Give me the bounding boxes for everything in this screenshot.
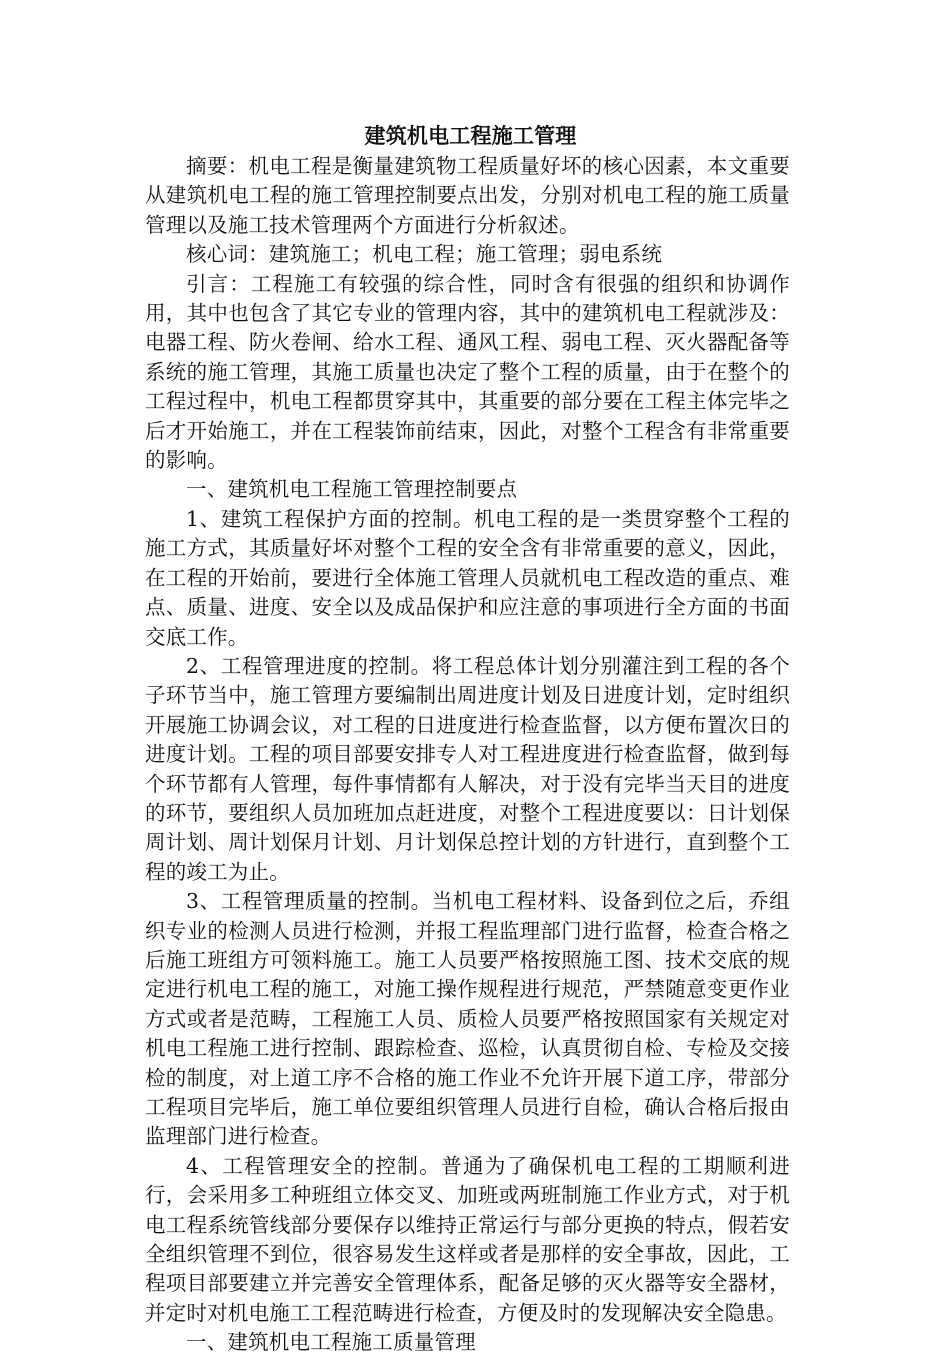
safety-control-paragraph: 4、工程管理安全的控制。普通为了确保机电工程的工期顺利进行，会采用多工种班组立体交叉、加班或两班制施工作业方式，对于机电工程系统管线部分要保存以维持正常运行与部分更换的特点，假若安全组织管理不到位，很容易发生这样或者是那样的安全事故，因此，工程项目部要建立并完善安全管理体系，配备足够的灭火器等安全器材，并定时对机电施工工程范畴进行检查，方便及时的发现解决安全隐患。 [145, 1153, 790, 1325]
abstract-paragraph: 摘要：机电工程是衡量建筑物工程质量好坏的核心因素，本文重要从建筑机电工程的施工管理控制要点出发，分别对机电工程的施工质量管理以及施工技术管理两个方面进行分析叙述。 [145, 154, 790, 237]
section-heading-quality-management: 一、建筑机电工程施工质量管理 [186, 1330, 476, 1355]
keywords-paragraph: 核心词：建筑施工；机电工程；施工管理；弱电系统 [186, 242, 663, 267]
protection-control-paragraph: 1、建筑工程保护方面的控制。机电工程的是一类贯穿整个工程的施工方式，其质量好坏对整个工程的安全含有非常重要的意义，因此，在工程的开始前，要进行全体施工管理人员就机电工程改造的重点、难点、质量、进度、安全以及成品保护和应注意的事项进行全方面的书面交底工作。 [145, 506, 790, 649]
section-heading-control-points: 一、建筑机电工程施工管理控制要点 [186, 477, 518, 502]
progress-control-paragraph: 2、工程管理进度的控制。将工程总体计划分别灌注到工程的各个子环节当中，施工管理方要编制出周进度计划及日进度计划，定时组织开展施工协调会议，对工程的日进度进行检查监督，以方便布置次日的进度计划。工程的项目部要安排专人对工程进度进行检查监督，做到每个环节都有人管理，每件事情都有人解决，对于没有完毕当天目的进度的环节，要组织人员加班加点赶进度，对整个工程进度要以：日计划保周计划、周计划保月计划、月计划保总控计划的方针进行，直到整个工程的竣工为止。 [145, 653, 790, 884]
document-page [145, 120, 790, 1358]
quality-control-paragraph: 3、工程管理质量的控制。当机电工程材料、设备到位之后，乔组织专业的检测人员进行检测，并报工程监理部门进行监督，检查合格之后施工班组方可领料施工。施工人员要严格按照施工图、技术交底的规定进行机电工程的施工，对施工操作规程进行规范，严禁随意变更作业方式或者是范畴，工程施工人员、质检人员要严格按照国家有关规定对机电工程施工进行控制、跟踪检查、巡检，认真贯彻自检、专检及交接检的制度，对上道工序不合格的施工作业不允许开展下道工序，带部分工程项目完毕后，施工单位要组织管理人员进行自检，确认合格后报由监理部门进行检查。 [145, 889, 790, 1149]
introduction-paragraph: 引言：工程施工有较强的综合性，同时含有很强的组织和协调作用，其中也包含了其它专业的管理内容，其中的建筑机电工程就涉及：电器工程、防火卷闸、给水工程、通风工程、弱电工程、灭火器配备等系统的施工管理，其施工质量也决定了整个工程的质量，由于在整个的工程过程中，机电工程都贯穿其中，其重要的部分要在工程主体完毕之后才开始施工，并在工程装饰前结束，因此，对整个工程含有非常重要的影响。 [145, 271, 790, 473]
document-title: 建筑机电工程施工管理 [364, 124, 577, 148]
